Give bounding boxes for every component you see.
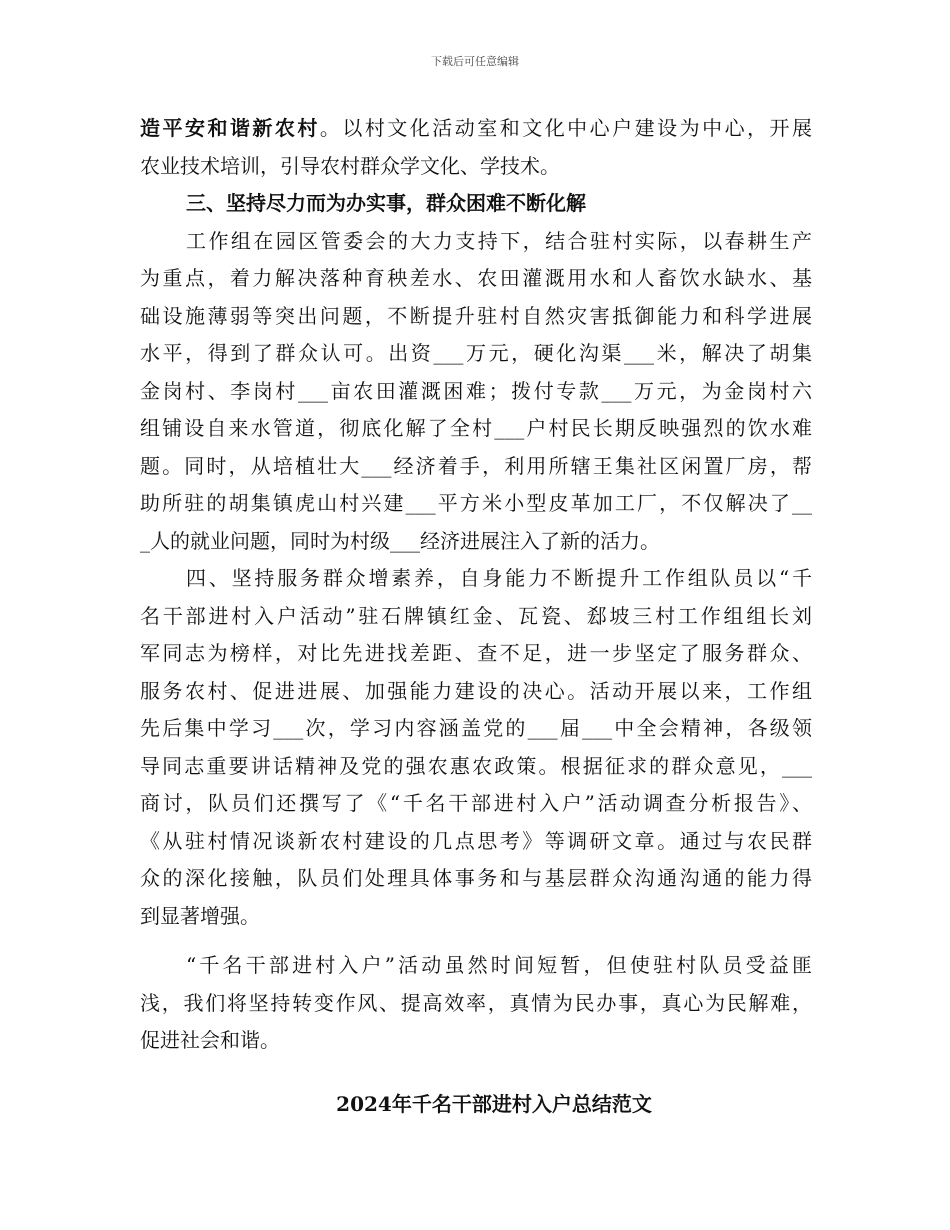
paragraph-2	[140, 223, 812, 561]
section-heading: 三、坚持尽力而为办实事，群众困难不断化解	[186, 191, 586, 215]
text-line: 促进社会和谐。	[140, 1028, 280, 1052]
text-line: “千名干部进村入户”活动虽然时间短暂，但使驻村队员受益匪	[186, 953, 812, 977]
text-line: 题。同时，从培植壮大___经济着手，利用所辖王集社区闲置厂房，帮	[140, 453, 812, 478]
text-line: 金岗村、李岗村___亩农田灌溉困难；拨付专款___万元，为金岗村六	[140, 378, 812, 403]
bold-phrase: 造平安和谐新农村	[140, 116, 320, 140]
text-line: 服务农村、促进进展、加强能力建设的决心。活动开展以来，工作组	[140, 678, 812, 703]
text-line: 助所驻的胡集镇虎山村兴建___平方米小型皮革加工厂，不仅解决了__	[140, 491, 812, 515]
text-line: 水平，得到了群众认可。出资___万元，硬化沟渠___米，解决了胡集	[140, 341, 812, 365]
text-line: _人的就业问题，同时为村级___经济进展注入了新的活力。	[140, 528, 660, 553]
page-header: 下载后可任意编辑	[431, 55, 519, 68]
paragraph-1	[140, 110, 812, 185]
document-title: 2024年千名干部进村入户总结范文	[336, 1091, 652, 1116]
text-line	[140, 110, 812, 148]
text-line: 组铺设自来水管道，彻底化解了全村___户村民长期反映强烈的饮水难	[140, 416, 812, 440]
text-line: 众的深化接触，队员们处理具体事务和与基层群众沟通沟通的能力得	[140, 866, 812, 890]
document-body	[140, 110, 812, 1124]
spacer	[140, 935, 812, 947]
text-line: 四、坚持服务群众增素养，自身能力不断提升工作组队员以“千	[186, 566, 812, 590]
text-line: 浅，我们将坚持转变作风、提高效率，真情为民办事，真心为民解难，	[140, 990, 812, 1015]
paragraph-4	[140, 947, 812, 1060]
text-line: 《从驻村情况谈新农村建设的几点思考》等调研文章。通过与农民群	[140, 828, 812, 853]
spacer	[140, 1060, 812, 1084]
text-line: 商讨，队员们还撰写了《“千名干部进村入户”活动调查分析报告》、	[140, 791, 812, 815]
text-line: 为重点，着力解决落种育秧差水、农田灌溉用水和人畜饮水缺水、基	[140, 266, 812, 290]
text-line: 础设施薄弱等突出问题，不断提升驻村自然灾害抵御能力和科学进展	[140, 303, 812, 328]
text-line: 农业技术培训，引导农村群众学文化、学技术。	[140, 153, 560, 178]
text-line: 导同志重要讲话精神及党的强农惠农政策。根据征求的群众意见，___	[140, 753, 812, 778]
text-span: 。以村文化活动室和文化中心户建设为中心，开展	[319, 116, 813, 140]
text-line: 工作组在园区管委会的大力支持下，结合驻村实际，以春耕生产	[186, 228, 812, 253]
paragraph-3	[140, 560, 812, 935]
text-line: 名干部进村入户活动”驻石牌镇红金、瓦瓷、郄坡三村工作组组长刘	[140, 603, 812, 628]
text-line: 军同志为榜样，对比先进找差距、查不足，进一步坚定了服务群众、	[140, 641, 812, 665]
text-line: 先后集中学习___次，学习内容涵盖党的___届___中全会精神，各级领	[140, 716, 812, 740]
text-line: 到显著增强。	[140, 903, 260, 928]
